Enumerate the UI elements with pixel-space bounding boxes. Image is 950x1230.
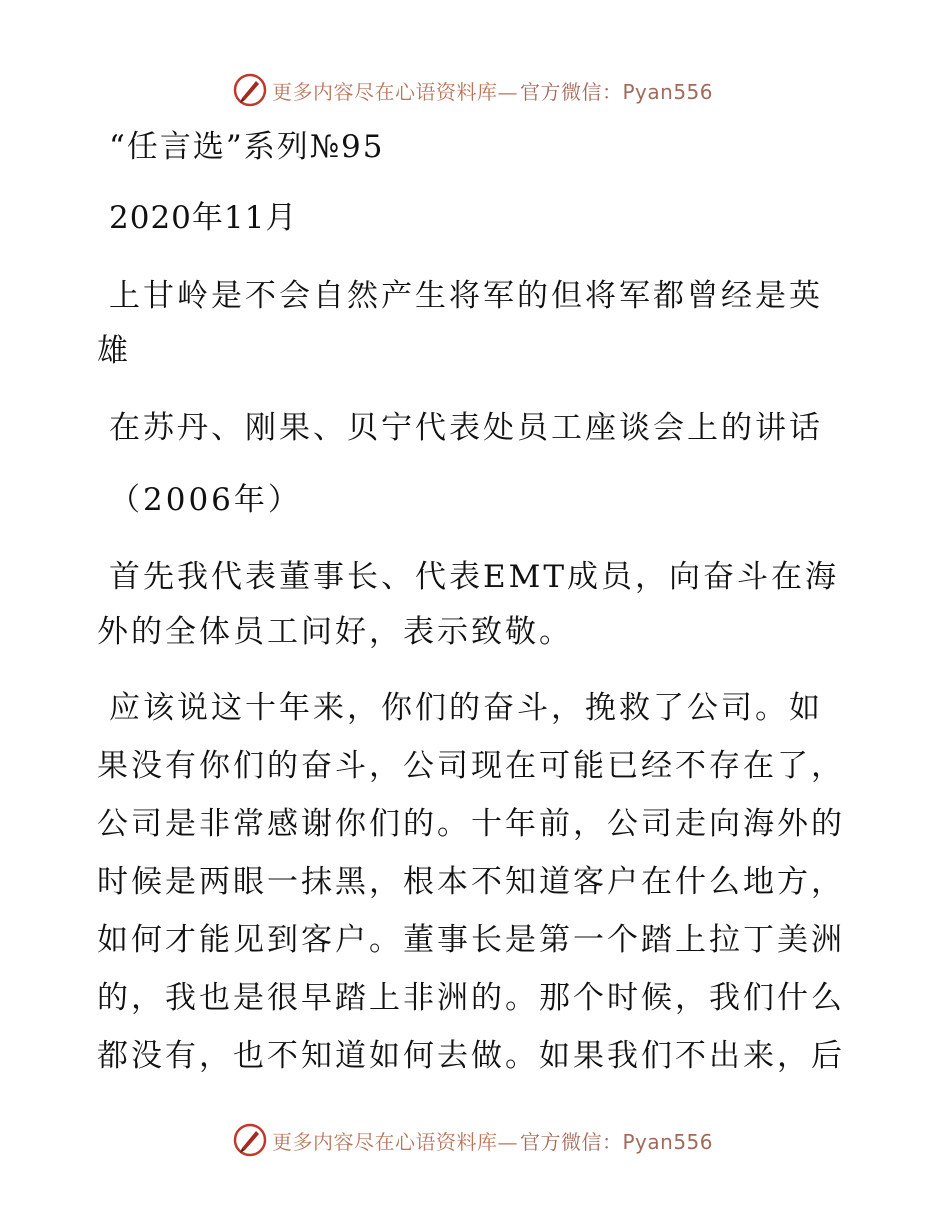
document-year: （2006年） [109, 482, 302, 518]
watermark-wechat: 官方微信：Pyan556 [520, 1129, 714, 1154]
footer-watermark [0, 1120, 950, 1160]
document-subtitle: 在苏丹、刚果、贝宁代表处员工座谈会上的讲话 [109, 410, 823, 446]
document-title-continued: 雄 [97, 333, 131, 369]
watermark-slogan: 更多内容尽在心语资料库— [272, 79, 518, 104]
paragraph-line: 时候是两眼一抹黑，根本不知道客户在什么地方， [97, 864, 845, 900]
paragraph-line: 果没有你们的奋斗，公司现在可能已经不存在了， [97, 748, 845, 784]
paragraph-line: 都没有，也不知道如何去做。如果我们不出来，后 [97, 1038, 845, 1074]
paragraph-line: 的，我也是很早踏上非洲的。那个时候，我们什么 [97, 980, 845, 1016]
paragraph-line: 外的全体员工问好，表示致敬。 [97, 614, 573, 650]
watermark-wechat: 官方微信：Pyan556 [520, 79, 714, 104]
paragraph-line: 如何才能见到客户。董事长是第一个踏上拉丁美洲 [97, 922, 845, 958]
paragraph-line: 应该说这十年来，你们的奋斗，挽救了公司。如 [109, 690, 823, 726]
watermark-slogan: 更多内容尽在心语资料库— [272, 1129, 518, 1154]
watermark-text [272, 76, 713, 105]
series-label: “任言选”系列№95 [109, 129, 385, 165]
paragraph-line: 首先我代表董事长、代表EMT成员，向奋斗在海 [109, 559, 840, 595]
quill-in-circle-logo [232, 72, 268, 108]
paragraph-line: 公司是非常感谢你们的。十年前，公司走向海外的 [97, 806, 845, 842]
quill-in-circle-logo [232, 1122, 268, 1158]
header-watermark [0, 70, 950, 110]
date-line: 2020年11月 [109, 200, 298, 236]
document-title: 上甘岭是不会自然产生将军的但将军都曾经是英 [109, 278, 823, 314]
watermark-text [272, 1126, 713, 1155]
